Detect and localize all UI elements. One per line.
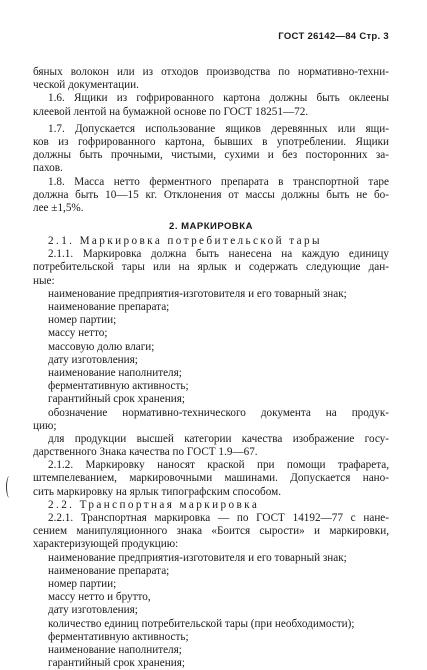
text-line: цию; (33, 419, 57, 432)
page-header: ГОСТ 26142—84 Стр. 3 (278, 31, 389, 42)
text-line: дату изготовления; (48, 353, 138, 366)
text-line: 2.1. Маркировка потребительской тары (48, 235, 322, 248)
text-line: должны быть прочными, чистыми, сухими и без посторонних за- (33, 149, 389, 162)
text-line: клеевой лентой на бумажной основе по ГОСТ 18251—72. (33, 105, 309, 118)
text-line: сить маркировку на ярлык типографским способом. (33, 485, 281, 498)
text-line: наименование наполнителя; (48, 643, 182, 656)
text-line: наименование препарата; (48, 301, 170, 313)
text-line: дарственного Знака качества по ГОСТ 1.9—67. (33, 446, 258, 459)
text-line: ные: (33, 274, 55, 287)
text-line: наименование предприятия-изготовителя и его товарный знак; (48, 551, 347, 564)
text-line: 2.2.1. Транспортная маркировка — по ГОСТ 14192—77 с нане- (48, 512, 389, 524)
text-line: гарантийный срок хранения; (48, 657, 185, 670)
text-line: массу нетто и брутто, (48, 591, 151, 604)
text-line: 2.2. Транспортная маркировка (48, 498, 260, 511)
text-line: 1.8. Масса нетто ферментного препарата в транспортной таре (48, 175, 389, 188)
text-line: бяных волокон или из отходов производства по нормативно-техни- (33, 66, 389, 78)
text-line: дату изготовления; (48, 604, 138, 617)
margin-bracket-mark (6, 476, 13, 498)
text-line: ферментативную активность; (48, 380, 189, 393)
text-line: ков из гофрированного картона, бывших в употреблении. Ящики (33, 135, 389, 148)
text-line: 1.7. Допускается использование ящиков деревянных или ящи- (48, 122, 389, 135)
text-line: сением манипуляционного знака «Боится сырости» и маркировки, (33, 525, 389, 538)
text-line: пахов. (33, 162, 63, 175)
text-line: наименование предприятия-изготовителя и его товарный знак; (48, 287, 347, 300)
text-line: обозначение нормативно-технического документа на продук- (48, 406, 389, 419)
text-line: массу нетто; (48, 327, 108, 340)
text-line: наименование препарата; (48, 564, 170, 577)
text-line: должна быть 10—15 кг. Отклонения от массы должны быть не бо- (33, 188, 389, 201)
text-line: номер партии; (48, 314, 117, 327)
text-line: 2.1.1. Маркировка должна быть нанесена на каждую единицу (48, 248, 389, 261)
text-line: для продукции высшей категории качества изображение госу- (48, 432, 389, 445)
text-line: наименование наполнителя; (48, 366, 182, 379)
text-line: ческой документации. (33, 79, 139, 92)
section-heading: 2. МАРКИРОВКА (169, 221, 253, 233)
text-line: количество единиц потребительской тары (при необходимости); (48, 617, 355, 630)
text-line: гарантийный срок хранения; (48, 393, 185, 406)
text-line: ферментативную активность; (48, 630, 189, 643)
text-line: массовую долю влаги; (48, 340, 155, 353)
text-line: штемпелеванием, маркировочными машинами. Допускается нано- (33, 472, 389, 485)
text-line: 2.1.2. Маркировку наносят краской при помощи трафарета, (48, 459, 389, 472)
text-line: номер партии; (48, 577, 117, 590)
text-line: лее ±1,5%. (33, 201, 84, 214)
text-line: 1.6. Ящики из гофрированного картона должны быть оклеены (48, 92, 389, 105)
text-line: характеризующей продукцию: (33, 538, 179, 551)
text-line: потребительской тары или на ярлык и содержать следующие дан- (33, 261, 389, 274)
body-text (33, 66, 389, 670)
